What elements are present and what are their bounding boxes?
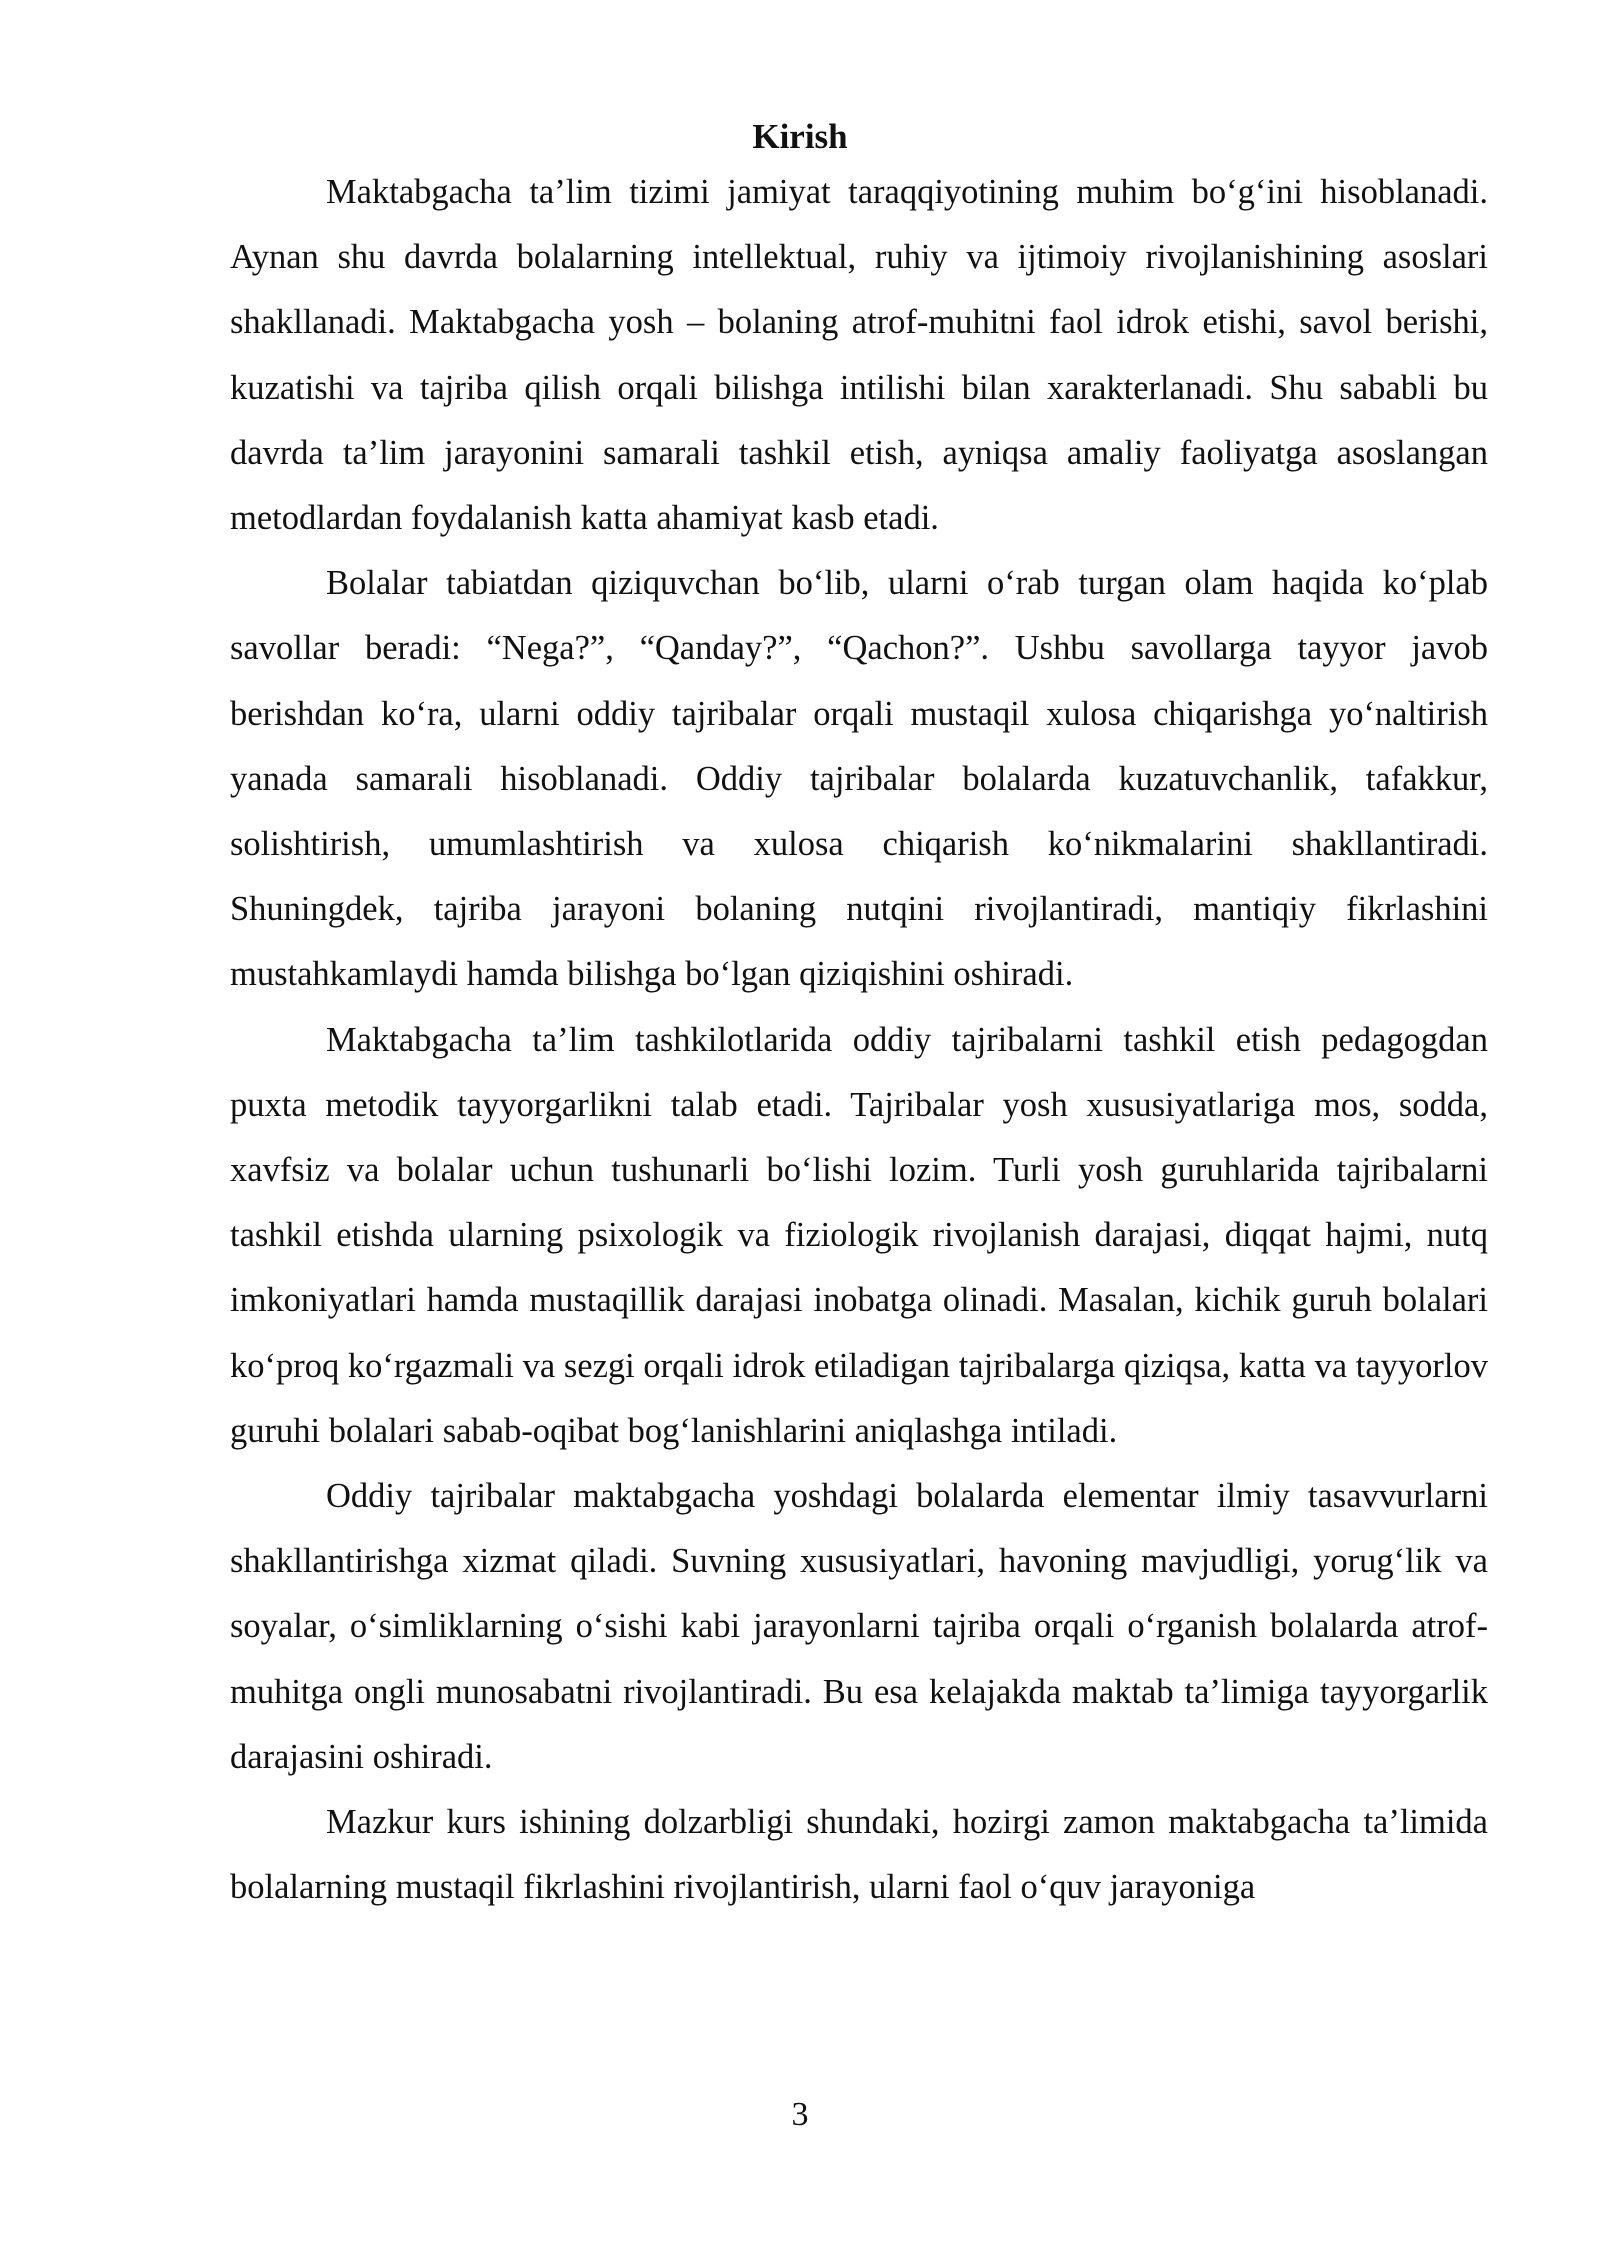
paragraph-2: Bolalar tabiatdan qiziquvchan bo‘lib, ularni o‘rab turgan olam haqida ko‘plab savollar beradi: “Nega?”, “Qanday?”, “Qachon?”. Ushbu savollarga tayyor javob berishdan ko‘ra, ularni oddiy tajribalar orqali mustaqil xulosa chiqarishga yo‘naltirish yanada samarali hisoblanadi. Oddiy tajribalar bolalarda kuzatuvchanlik, tafakkur, solishtirish, umumlashtirish va xulosa chiqarish ko‘nikmalarini shakllantiradi. Shuningdek, tajriba jarayoni bolaning nutqini rivojlantiradi, mantiqiy fikrlashini mustahkamlaydi hamda bilishga bo‘lgan qiziqishini oshiradi. bbox=[230, 564, 1488, 994]
document-body bbox=[230, 160, 1488, 1920]
paragraph-3: Maktabgacha ta’lim tashkilotlarida oddiy tajribalarni tashkil etish pedagogdan puxta metodik tayyorgarlikni talab etadi. Tajribalar yosh xususiyatlariga mos, sodda, xavfsiz va bolalar uchun tushunarli bo‘lishi lozim. Turli yosh guruhlarida tajribalarni tashkil etishda ularning psixologik va fiziologik rivojlanish darajasi, diqqat hajmi, nutq imkoniyatlari hamda mustaqillik darajasi inobatga olinadi. Masalan, kichik guruh bolalari ko‘proq ko‘rgazmali va sezgi orqali idrok etiladigan tajribalarga qiziqsa, katta va tayyorlov guruhi bolalari sabab-oqibat bog‘lanishlarini aniqlashga intiladi. bbox=[230, 1020, 1488, 1450]
page-heading: Kirish bbox=[752, 117, 848, 156]
paragraph-1: Maktabgacha ta’lim tizimi jamiyat taraqqiyotining muhim bo‘g‘ini hisoblanadi. Aynan shu davrda bolalarning intellektual, ruhiy va ijtimoiy rivojlanishining asoslari shakllanadi. Maktabgacha yosh – bolaning atrof-muhitni faol idrok etishi, savol berishi, kuzatishi va tajriba qilish orqali bilishga intilishi bilan xarakterlanadi. Shu sababli bu davrda ta’lim jarayonini samarali tashkil etish, ayniqsa amaliy faoliyatga asoslangan metodlardan foydalanish katta ahamiyat kasb etadi. bbox=[230, 173, 1488, 538]
paragraph-4: Oddiy tajribalar maktabgacha yoshdagi bolalarda elementar ilmiy tasavvurlarni shakllantirishga xizmat qiladi. Suvning xususiyatlari, havoning mavjudligi, yorug‘lik va soyalar, o‘simliklarning o‘sishi kabi jarayonlarni tajriba orqali o‘rganish bolalarda atrof-muhitga ongli munosabatni rivojlantiradi. Bu esa kelajakda maktab ta’limiga tayyorgarlik darajasini oshiradi. bbox=[230, 1477, 1488, 1776]
paragraph-5: Mazkur kurs ishining dolzarbligi shundaki, hozirgi zamon maktabgacha ta’limida bolalarning mustaqil fikrlashini rivojlantirish, ularni faol o‘quv jarayoniga bbox=[230, 1803, 1488, 1907]
page-number: 3 bbox=[791, 2096, 809, 2133]
